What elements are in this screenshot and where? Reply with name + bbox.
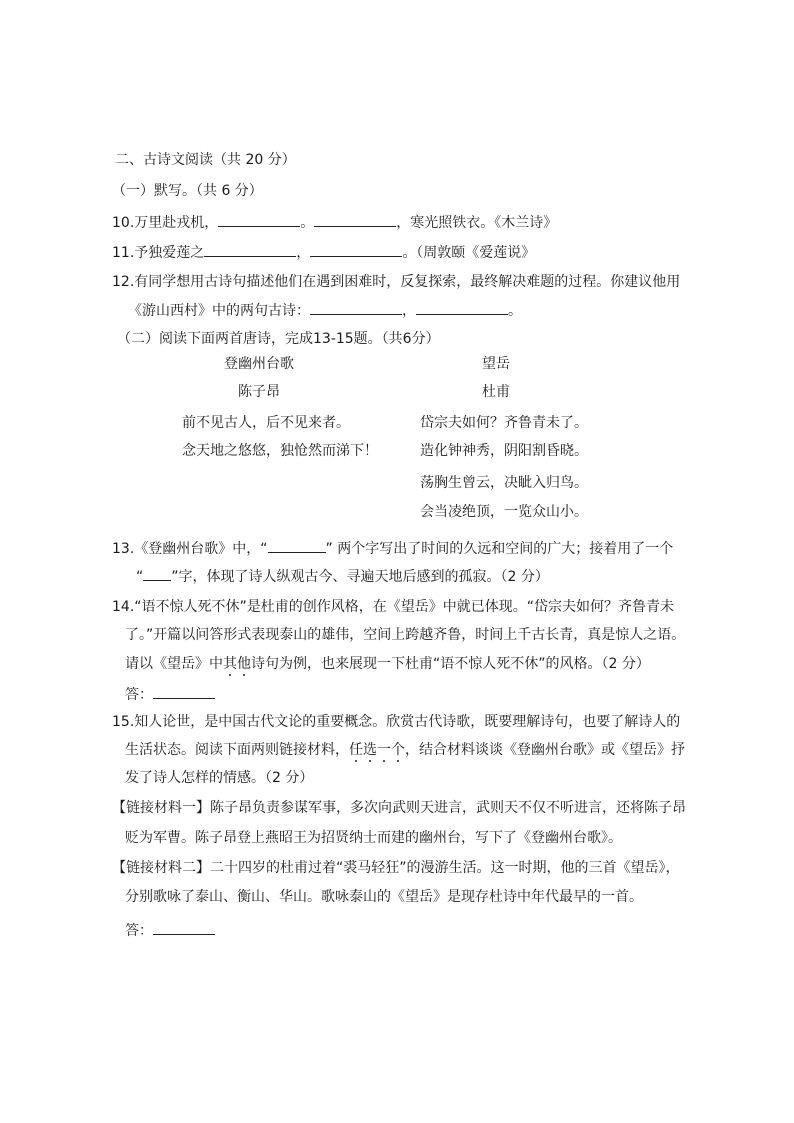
answer-blank[interactable]: [314, 212, 396, 227]
answer-blank[interactable]: [310, 300, 402, 315]
answer-blank[interactable]: [153, 684, 215, 699]
question-13-line1: [112, 538, 673, 559]
section-title: 二、古诗文阅读（共 20 分）: [115, 152, 296, 168]
link-material-2-line2: 分别歌咏了泰山、衡山、华山。歌咏泰山的《望岳》是现存杜诗中年代最早的一首。: [125, 889, 643, 905]
answer-blank[interactable]: [268, 538, 326, 553]
question-12-line2: [128, 300, 522, 321]
question-text: “: [136, 569, 144, 585]
emphasis-char: 任: [349, 742, 363, 758]
punctuation: ，: [296, 245, 311, 261]
poem2-line: 岱宗夫如何？齐鲁青未了。: [420, 415, 588, 431]
question-14-line3: [125, 654, 650, 674]
question-text: ” 两个字写出了时间的久远和空间的广大；接着用了一个: [325, 541, 674, 557]
question-15-line2: [125, 740, 685, 760]
answer-blank[interactable]: [310, 242, 402, 257]
question-text: ，寒光照铁衣。《木兰诗》: [396, 215, 558, 231]
answer-blank[interactable]: [153, 920, 215, 935]
question-text: 万里赴戎机，: [134, 215, 219, 231]
emphasis-char: 其: [223, 656, 237, 672]
poem1-author: 陈子昂: [238, 384, 280, 400]
question-15-line1: 15.知人论世，是中国古代文论的重要概念。欣赏古代诗歌，既要理解诗句，也要了解诗人的: [112, 714, 681, 730]
punctuation: ，: [402, 303, 416, 319]
question-15-answer: [125, 920, 215, 941]
poem1-title: 登幽州台歌: [224, 356, 294, 372]
question-text: 《游山西村》中的两句古诗：: [128, 303, 310, 319]
poem2-line: 会当凌绝顶，一览众山小。: [420, 504, 588, 520]
question-11: [112, 242, 535, 263]
question-text: 13.《登幽州台歌》中，“: [112, 541, 268, 557]
question-13-line2: [136, 566, 549, 587]
emphasis-char: 选: [363, 742, 377, 758]
question-number: 10.: [112, 215, 135, 231]
emphasis-char: 他: [237, 656, 251, 672]
question-text: 请以《望岳》中: [125, 656, 223, 672]
question-text: 生活状态。阅读下面两则链接材料，: [125, 742, 349, 758]
emphasis-char: 个: [391, 742, 405, 758]
question-text: ”字，体现了诗人纵观古今、寻遍天地后感到的孤寂。（2 分）: [171, 569, 549, 585]
question-text: 予独爱莲之: [134, 245, 205, 261]
link-material-1-line1: 【链接材料一】陈子昂负责参谋军事，多次向武则天进言，武则天不仅不听进言，还将陈子昂: [112, 800, 686, 816]
answer-label: 答：: [125, 923, 153, 939]
question-number: 11.: [112, 245, 135, 261]
answer-blank[interactable]: [218, 212, 300, 227]
poem1-line: 念天地之悠悠，独怆然而涕下！: [182, 443, 378, 459]
punctuation: 。: [300, 215, 315, 231]
punctuation: 。: [508, 303, 522, 319]
link-material-1-line2: 贬为军曹。陈子昂登上燕昭王为招贤纳士而建的幽州台，写下了《登幽州台歌》。: [125, 830, 622, 846]
emphasis-char: 一: [377, 742, 391, 758]
poem2-line: 造化钟神秀，阴阳割昏晓。: [420, 443, 588, 459]
poem1-line: 前不见古人，后不见来者。: [182, 415, 350, 431]
part2-title: （二）阅读下面两首唐诗，完成13-15题。（共6分）: [117, 331, 440, 347]
poem2-author: 杜甫: [482, 384, 510, 400]
question-12-line1: 12.有同学想用古诗句描述他们在遇到困难时，反复探索，最终解决难题的过程。你建议他用: [112, 274, 681, 290]
answer-blank[interactable]: [143, 566, 171, 581]
question-text: 。（周敦颐《爱莲说》: [402, 245, 536, 261]
question-15-line3: 发了诗人怎样的情感。（2 分）: [125, 770, 314, 786]
question-text: ，结合材料谈谈《登幽州台歌》或《望岳》抒: [405, 742, 685, 758]
answer-blank[interactable]: [204, 242, 296, 257]
question-14-line1: 14.“语不惊人死不休”是杜甫的创作风格，在《望岳》中就已体现。“岱宗夫如何？齐鲁青未: [112, 599, 675, 615]
question-14-line2: 了。”开篇以问答形式表现泰山的雄伟，空间上跨越齐鲁，时间上千古长青，真是惊人之语。: [125, 627, 686, 643]
poem2-line: 荡胸生曾云，决眦入归鸟。: [420, 475, 588, 491]
answer-blank[interactable]: [416, 300, 508, 315]
question-14-answer: [125, 684, 215, 705]
answer-label: 答：: [125, 687, 153, 703]
part1-title: （一）默写。（共 6 分）: [112, 183, 263, 199]
question-text: 诗句为例，也来展现一下杜甫“语不惊人死不休”的风格。（2 分）: [251, 656, 650, 672]
poem2-title: 望岳: [482, 356, 510, 372]
link-material-2-line1: 【链接材料二】二十四岁的杜甫过着“裘马轻狂”的漫游生活。这一时期，他的三首《望岳》，: [112, 860, 680, 876]
question-10: [112, 212, 557, 233]
